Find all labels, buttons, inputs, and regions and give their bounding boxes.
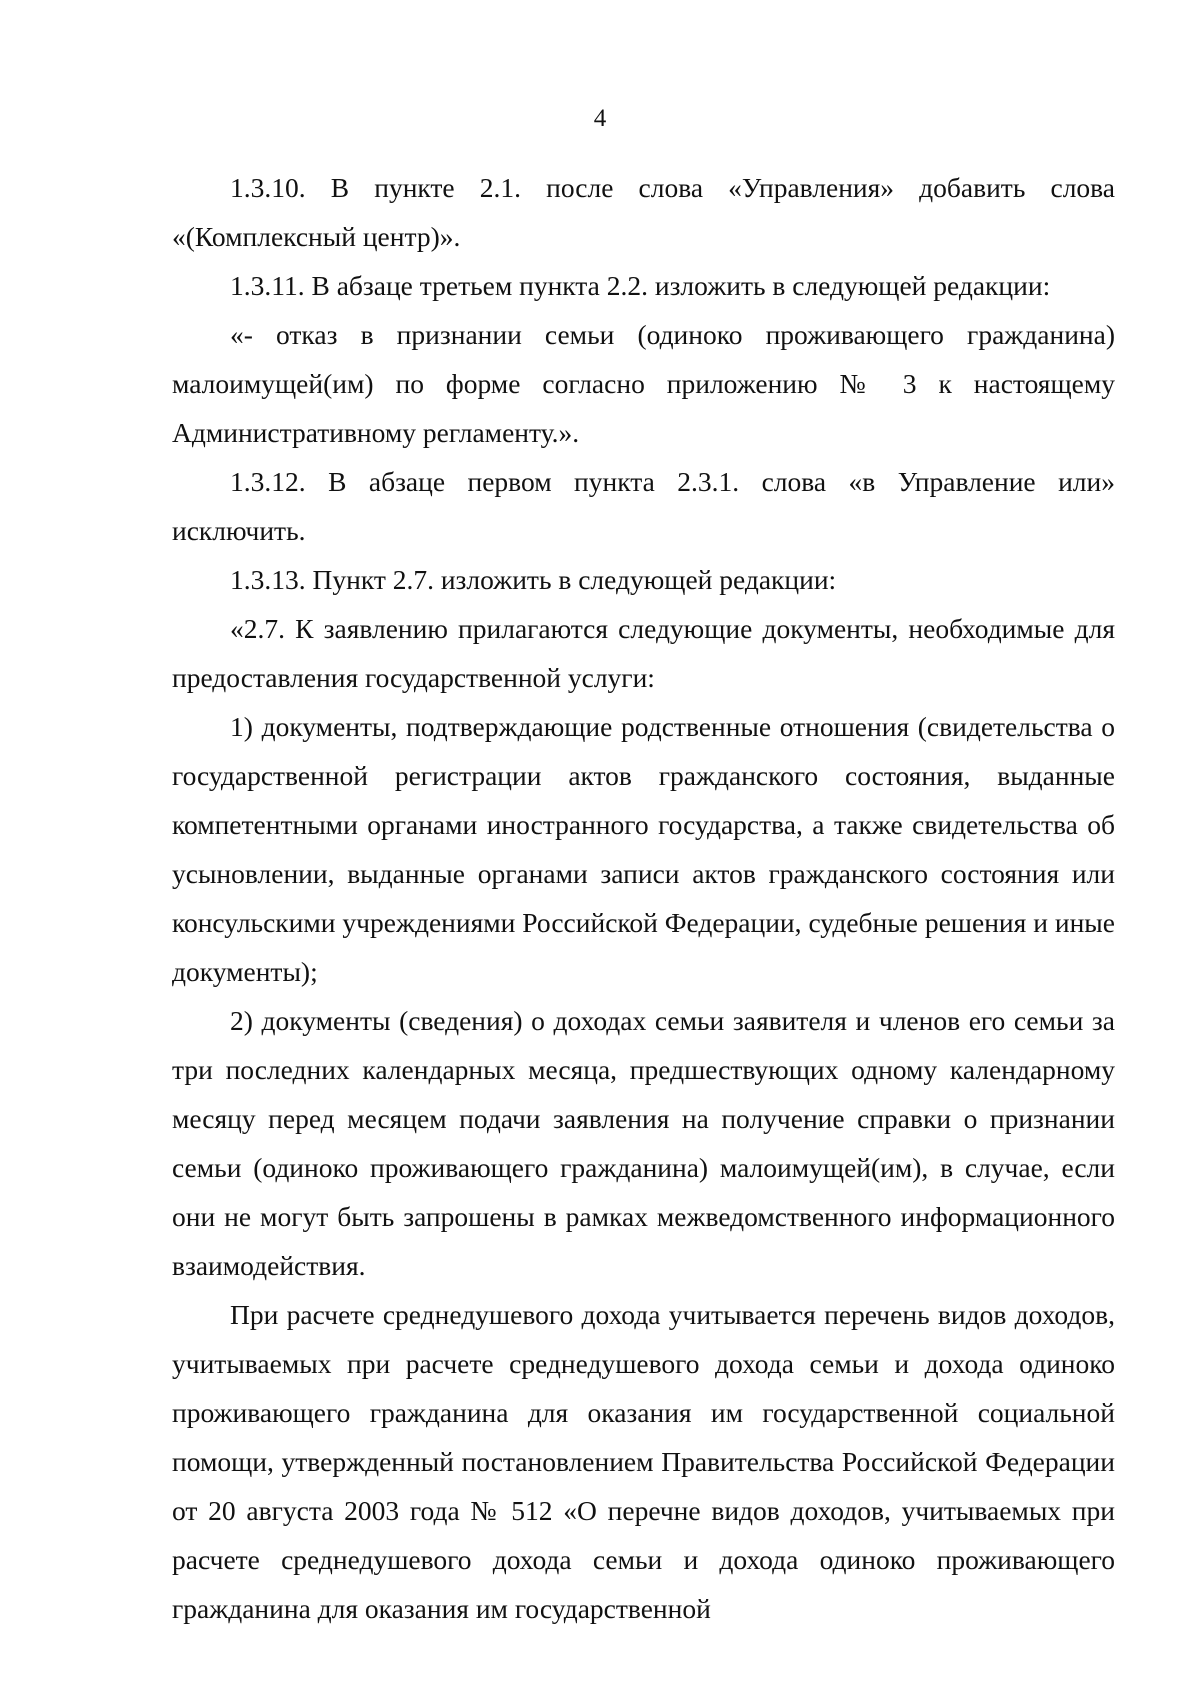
- paragraph-income-calculation: При расчете среднедушевого дохода учитывается перечень видов доходов, учитываемых при расчете среднедушевого дохода семьи и дохода одиноко проживающего гражданина для оказания им государственной социальной помощи, утвержденный постановлением Правительства Российской Федерации от 20 августа 2003 года № 512 «О перечне видов доходов, учитываемых при расчете среднедушевого дохода семьи и дохода одиноко проживающего гражданина для оказания им государственной: [172, 1299, 1115, 1624]
- paragraph-1-3-13: 1.3.13. Пункт 2.7. изложить в следующей редакции:: [230, 564, 837, 595]
- paragraph-item-2: 2) документы (сведения) о доходах семьи заявителя и членов его семьи за три последних календарных месяца, предшествующих одному календарному месяцу перед месяцем подачи заявления на получение справки о признании семьи (одиноко проживающего гражданина) малоимущей(им), в случае, если они не могут быть запрошены в рамках межведомственного информационного взаимодействия.: [172, 1005, 1115, 1281]
- paragraph-1-3-11: 1.3.11. В абзаце третьем пункта 2.2. изложить в следующей редакции:: [230, 270, 1051, 301]
- paragraph-2-7-intro: «2.7. К заявлению прилагаются следующие документы, необходимые для предоставления государственной услуги:: [172, 613, 1115, 693]
- paragraph-refusal-quote: «- отказ в признании семьи (одиноко проживающего гражданина) малоимущей(им) по форме согласно приложению № 3 к настоящему Административному регламенту.».: [172, 319, 1115, 448]
- paragraph-1-3-12: 1.3.12. В абзаце первом пункта 2.3.1. слова «в Управление или» исключить.: [172, 466, 1115, 546]
- paragraph-item-1: 1) документы, подтверждающие родственные отношения (свидетельства о государственной регистрации актов гражданского состояния, выданные компетентными органами иностранного государства, а также свидетельства об усыновлении, выданные органами записи актов гражданского состояния или консульскими учреждениями Российской Федерации, судебные решения и иные документы);: [172, 711, 1115, 987]
- page-number: 4: [593, 105, 607, 132]
- paragraph-1-3-10: 1.3.10. В пункте 2.1. после слова «Управления» добавить слова «(Комплексный центр)».: [172, 172, 1115, 252]
- document-body: [172, 163, 1115, 1633]
